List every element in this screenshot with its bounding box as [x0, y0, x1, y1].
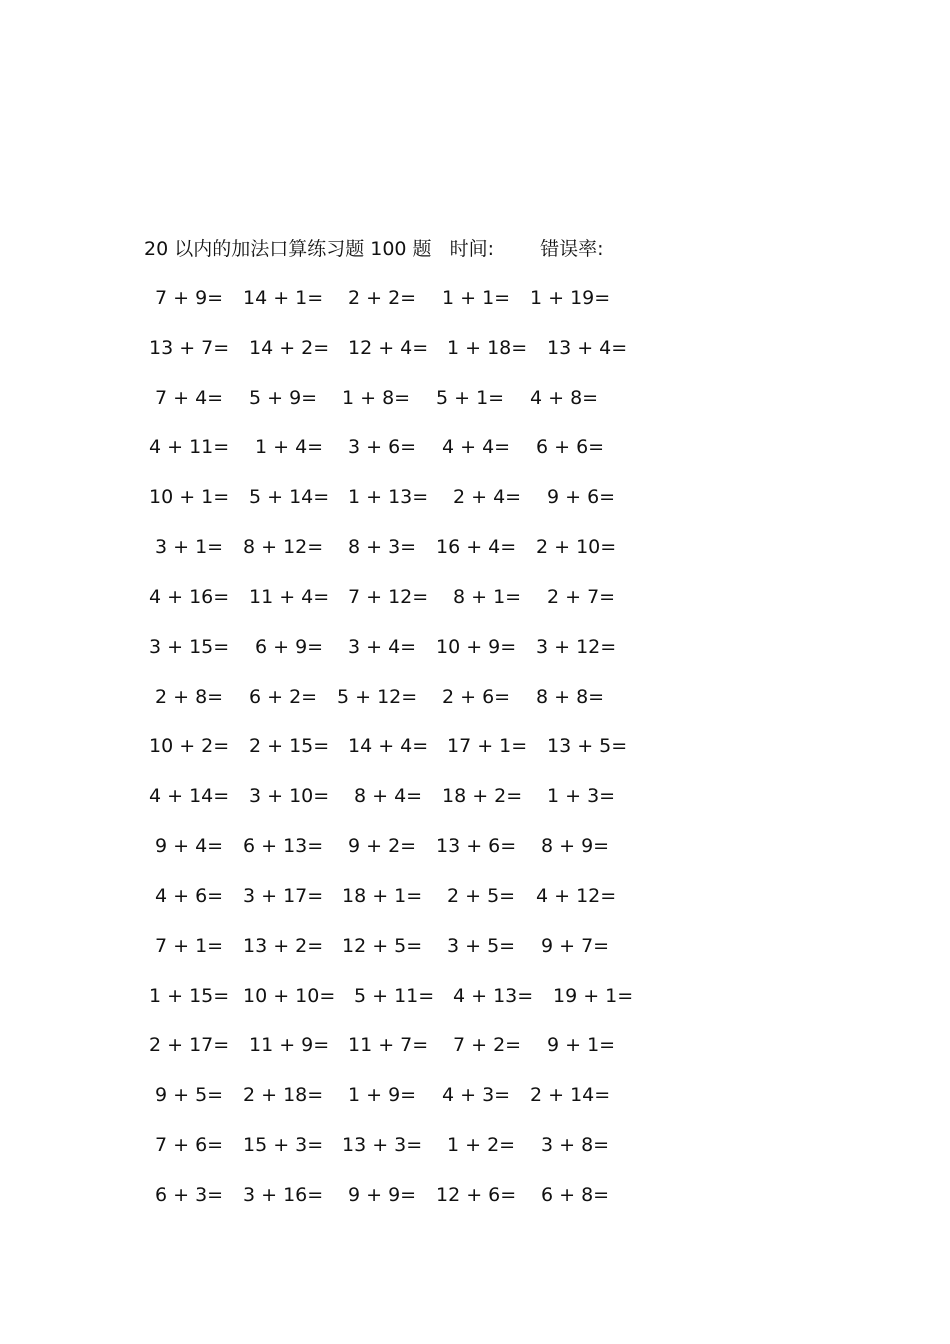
problem-item: 1 + 15=	[149, 985, 230, 1007]
problem-item: 11 + 9=	[249, 1034, 330, 1056]
problem-item: 2 + 2=	[348, 287, 417, 309]
problem-item: 13 + 7=	[149, 337, 230, 359]
problem-item: 11 + 7=	[348, 1034, 429, 1056]
problem-item: 3 + 6=	[348, 436, 417, 458]
problem-item: 8 + 4=	[354, 785, 423, 807]
problem-item: 1 + 1=	[442, 287, 511, 309]
problem-item: 13 + 5=	[547, 735, 628, 757]
problem-item: 3 + 5=	[447, 935, 516, 957]
problem-item: 1 + 2=	[447, 1134, 516, 1156]
problem-item: 3 + 8=	[541, 1134, 610, 1156]
problem-item: 10 + 1=	[149, 486, 230, 508]
problem-item: 4 + 12=	[536, 885, 617, 907]
problem-item: 10 + 2=	[149, 735, 230, 757]
problem-item: 7 + 9=	[155, 287, 224, 309]
problem-item: 11 + 4=	[249, 586, 330, 608]
problem-item: 13 + 2=	[243, 935, 324, 957]
problem-item: 8 + 3=	[348, 536, 417, 558]
problem-item: 4 + 8=	[530, 387, 599, 409]
problem-item: 3 + 4=	[348, 636, 417, 658]
problem-item: 2 + 10=	[536, 536, 617, 558]
problem-item: 3 + 15=	[149, 636, 230, 658]
problem-item: 5 + 9=	[249, 387, 318, 409]
problem-item: 1 + 9=	[348, 1084, 417, 1106]
problem-item: 2 + 4=	[453, 486, 522, 508]
problem-item: 8 + 1=	[453, 586, 522, 608]
problem-item: 10 + 9=	[436, 636, 517, 658]
problem-item: 3 + 16=	[243, 1184, 324, 1206]
problem-item: 4 + 11=	[149, 436, 230, 458]
problem-item: 7 + 1=	[155, 935, 224, 957]
problem-item: 2 + 17=	[149, 1034, 230, 1056]
problem-item: 3 + 1=	[155, 536, 224, 558]
problem-item: 9 + 9=	[348, 1184, 417, 1206]
problem-item: 4 + 13=	[453, 985, 534, 1007]
error-rate-label: 错误率:	[540, 238, 604, 260]
problem-item: 6 + 9=	[255, 636, 324, 658]
problem-item: 2 + 14=	[530, 1084, 611, 1106]
problem-item: 6 + 3=	[155, 1184, 224, 1206]
problem-item: 9 + 2=	[348, 835, 417, 857]
problem-item: 2 + 8=	[155, 686, 224, 708]
problem-item: 1 + 3=	[547, 785, 616, 807]
problem-item: 1 + 19=	[530, 287, 611, 309]
problem-item: 2 + 7=	[547, 586, 616, 608]
problem-item: 14 + 4=	[348, 735, 429, 757]
problem-item: 7 + 2=	[453, 1034, 522, 1056]
problem-item: 16 + 4=	[436, 536, 517, 558]
problem-item: 5 + 1=	[436, 387, 505, 409]
problem-item: 6 + 2=	[249, 686, 318, 708]
problem-item: 14 + 1=	[243, 287, 324, 309]
problem-item: 5 + 14=	[249, 486, 330, 508]
problem-item: 9 + 5=	[155, 1084, 224, 1106]
problem-item: 6 + 6=	[536, 436, 605, 458]
problem-item: 6 + 13=	[243, 835, 324, 857]
problem-item: 14 + 2=	[249, 337, 330, 359]
problem-item: 1 + 18=	[447, 337, 528, 359]
problem-item: 8 + 8=	[536, 686, 605, 708]
problem-item: 12 + 4=	[348, 337, 429, 359]
problem-item: 19 + 1=	[553, 985, 634, 1007]
problem-item: 8 + 12=	[243, 536, 324, 558]
worksheet-title: 20 以内的加法口算练习题 100 题	[144, 238, 432, 260]
problem-item: 5 + 12=	[337, 686, 418, 708]
problem-item: 15 + 3=	[243, 1134, 324, 1156]
problem-item: 1 + 13=	[348, 486, 429, 508]
problem-item: 18 + 1=	[342, 885, 423, 907]
problem-item: 13 + 4=	[547, 337, 628, 359]
problem-item: 3 + 12=	[536, 636, 617, 658]
problem-item: 9 + 4=	[155, 835, 224, 857]
problem-item: 2 + 6=	[442, 686, 511, 708]
worksheet-header	[144, 236, 603, 262]
problem-item: 2 + 15=	[249, 735, 330, 757]
problem-item: 2 + 18=	[243, 1084, 324, 1106]
problem-item: 4 + 3=	[442, 1084, 511, 1106]
problem-item: 4 + 16=	[149, 586, 230, 608]
problem-item: 17 + 1=	[447, 735, 528, 757]
problem-item: 13 + 6=	[436, 835, 517, 857]
problem-item: 5 + 11=	[354, 985, 435, 1007]
time-label: 时间:	[449, 238, 495, 260]
problem-item: 13 + 3=	[342, 1134, 423, 1156]
problem-item: 1 + 4=	[255, 436, 324, 458]
problem-item: 3 + 10=	[249, 785, 330, 807]
problem-item: 12 + 6=	[436, 1184, 517, 1206]
problem-item: 18 + 2=	[442, 785, 523, 807]
problem-item: 1 + 8=	[342, 387, 411, 409]
problem-item: 9 + 6=	[547, 486, 616, 508]
problem-item: 2 + 5=	[447, 885, 516, 907]
problem-item: 7 + 4=	[155, 387, 224, 409]
problem-item: 8 + 9=	[541, 835, 610, 857]
problem-item: 10 + 10=	[243, 985, 336, 1007]
problem-item: 9 + 1=	[547, 1034, 616, 1056]
problem-item: 4 + 6=	[155, 885, 224, 907]
problem-item: 6 + 8=	[541, 1184, 610, 1206]
problem-item: 12 + 5=	[342, 935, 423, 957]
problem-item: 4 + 14=	[149, 785, 230, 807]
problem-item: 7 + 6=	[155, 1134, 224, 1156]
problem-item: 3 + 17=	[243, 885, 324, 907]
problem-item: 9 + 7=	[541, 935, 610, 957]
problem-item: 4 + 4=	[442, 436, 511, 458]
problem-item: 7 + 12=	[348, 586, 429, 608]
